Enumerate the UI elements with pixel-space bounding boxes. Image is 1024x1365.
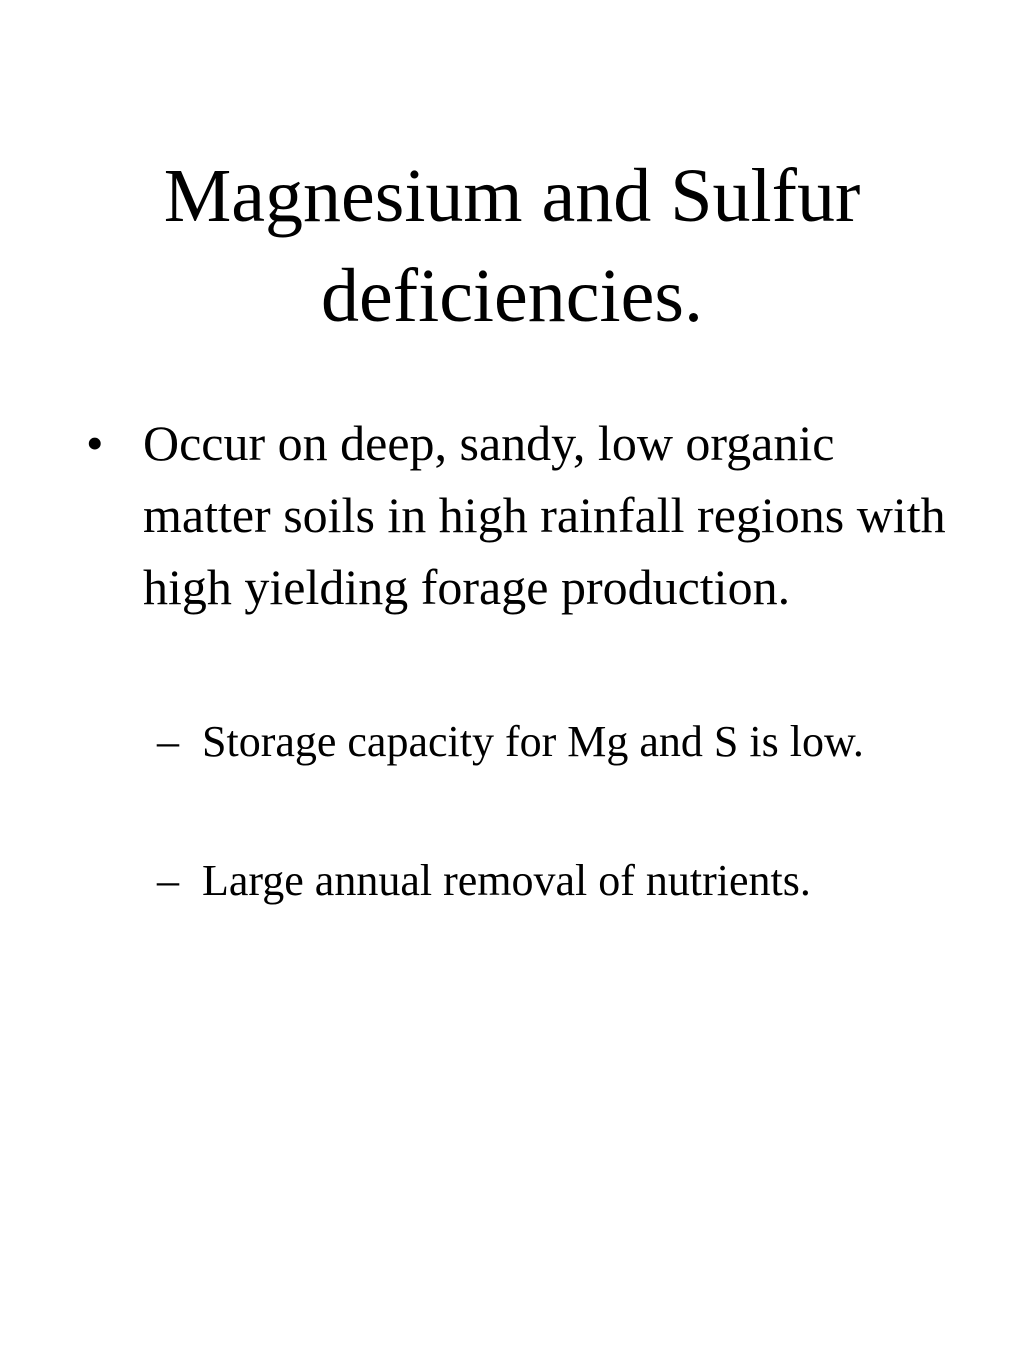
bullet-item xyxy=(86,407,966,623)
sub-bullet-marker: – xyxy=(157,717,179,766)
sub-bullet-marker: – xyxy=(157,856,179,905)
sub-bullet-text: Large annual removal of nutrients. xyxy=(202,856,811,905)
sub-bullet-item xyxy=(157,713,947,771)
bullet-marker: • xyxy=(86,415,104,471)
sub-bullet-text: Storage capacity for Mg and S is low. xyxy=(202,717,864,766)
sub-bullet-item xyxy=(157,852,947,910)
slide-title: Magnesium and Sulfur deficiencies. xyxy=(163,154,861,338)
bullet-text: Occur on deep, sandy, low organic matter soils in high rainfall regions with high yielding forage production. xyxy=(143,415,946,615)
